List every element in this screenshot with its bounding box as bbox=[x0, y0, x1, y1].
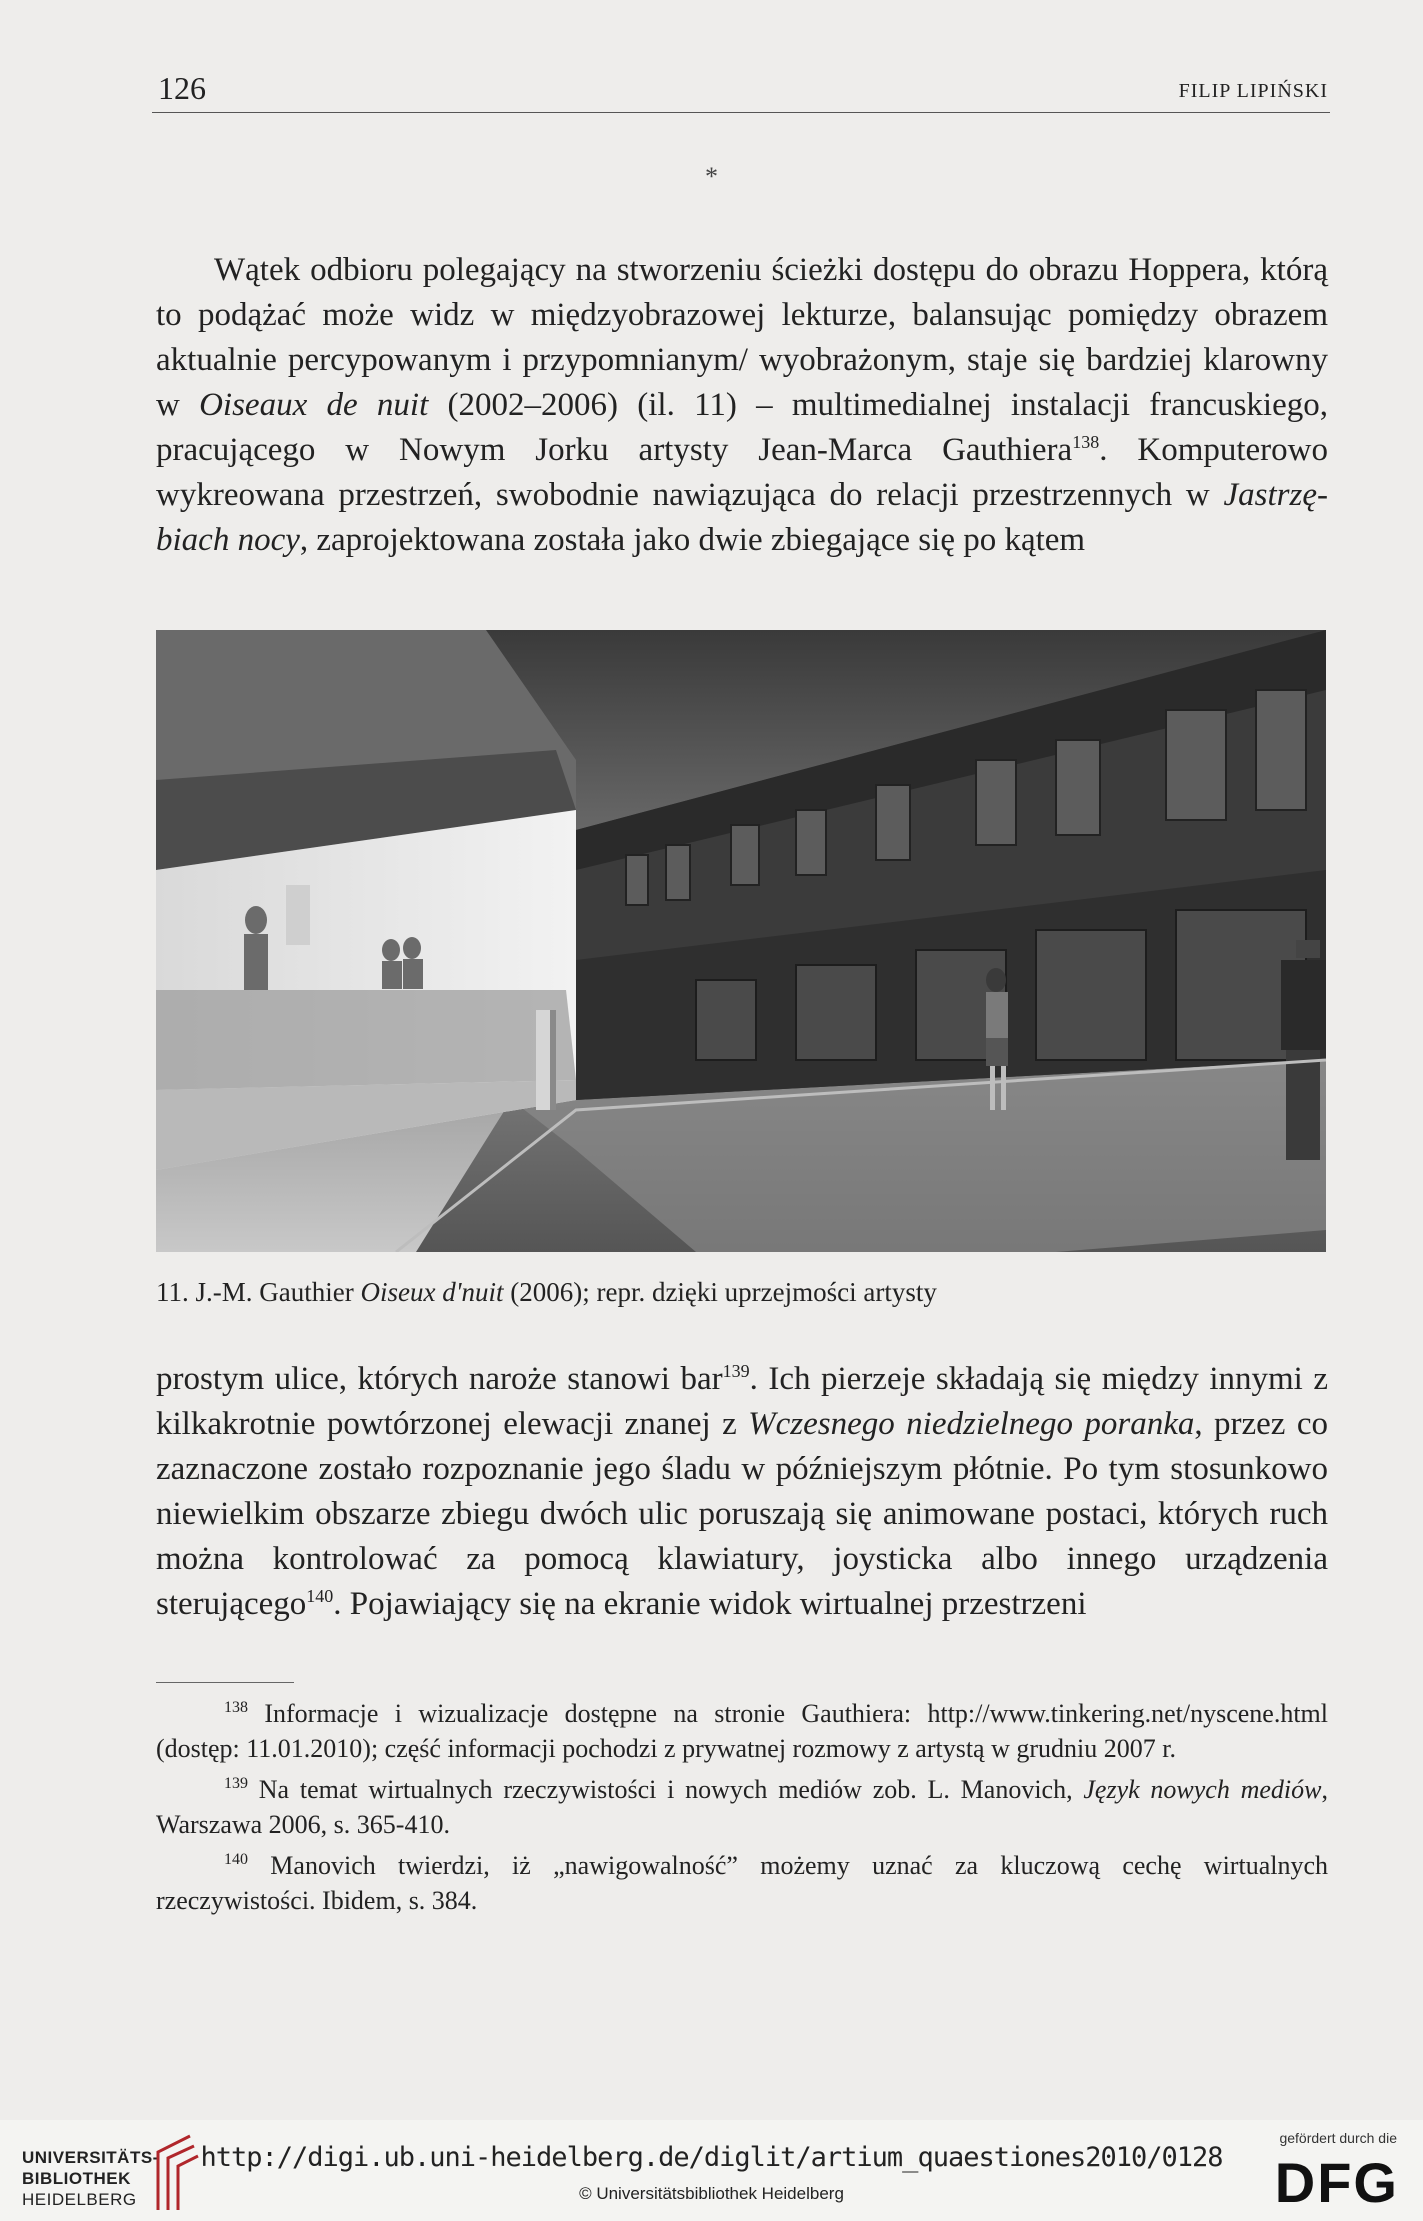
text-run: , zaprojektowana została jako dwie zbiegające się po kątem bbox=[299, 522, 1086, 558]
library-line: HEIDELBERG bbox=[22, 2190, 137, 2209]
footnotes bbox=[156, 1696, 1328, 1924]
figure-caption bbox=[156, 1277, 937, 1308]
text-run: (2002–2006) (il. 11) – multimedialnej instalacji francuskiego, pracującego w Nowym Jorku artysty Jean-Marca Gauthiera bbox=[156, 387, 1328, 468]
text-run: prostym ulice, których naroże stanowi bar bbox=[156, 1361, 723, 1397]
body-paragraph-2 bbox=[156, 1357, 1328, 1627]
footnote-number: 138 bbox=[224, 1699, 248, 1716]
caption-text: (2006); repr. dzięki uprzejmości artysty bbox=[503, 1277, 937, 1307]
footnote-text: , Warszawa 2006, s. 365-410. bbox=[156, 1775, 1328, 1839]
dfg-logo: DFG bbox=[1274, 2151, 1399, 2214]
footnote-text: Na temat wirtualnych rzeczywistości i nowych mediów zob. L. Manovich, bbox=[248, 1775, 1084, 1804]
funding-note: gefördert durch die bbox=[1279, 2130, 1397, 2146]
footnote-number: 139 bbox=[224, 1775, 248, 1792]
running-header bbox=[152, 70, 1330, 113]
artwork-title: Wczesnego niedzielnego poranka bbox=[748, 1406, 1195, 1442]
copyright-notice: © Universitätsbibliothek Heidelberg bbox=[579, 2184, 844, 2203]
text-run: . Komputerowo wykreowana przestrzeń, swobodnie nawiązująca do relacji przestrzennych w bbox=[156, 432, 1329, 513]
section-break-asterisk: * bbox=[705, 162, 718, 191]
footnote-140 bbox=[156, 1848, 1328, 1918]
caption-text: 11. J.-M. Gauthier bbox=[156, 1277, 361, 1307]
pedestrian-man bbox=[1281, 940, 1326, 1160]
figure-11-street-render bbox=[156, 630, 1326, 1252]
page-number: 126 bbox=[158, 70, 206, 106]
footnote-ref-139[interactable]: 139 bbox=[722, 1361, 750, 1381]
artwork-title: Oiseaux de nuit bbox=[199, 387, 429, 423]
running-author: FILIP LIPIŃSKI bbox=[1178, 80, 1328, 102]
text-run: Wątek odbioru polegający na stworzeniu ścieżki dostępu do obrazu Hoppera, którą to podążać może widz w międzyobrazowej lekturze, balansując pomiędzy obrazem aktualnie percypowanym i przypomnianym/ wyobrażonym, staje się bardziej klarowny w bbox=[156, 252, 1328, 423]
footnote-number: 140 bbox=[224, 1851, 248, 1868]
footnote-text: Manovich twierdzi, iż „nawigowalność” możemy uznać za kluczową cechę wirtualnych rzeczywistości. Ibidem, s. 384. bbox=[156, 1851, 1328, 1915]
text-run: . Pojawiający się na ekranie widok wirtualnej przestrzeni bbox=[333, 1586, 1087, 1622]
text-run: . Ich pierzeje składają się między innymi z kilkakrotnie powtórzonej elewacji znanej z bbox=[156, 1361, 1328, 1442]
text-run: , przez co zaznaczone zostało rozpoznanie jego śladu w późniejszym płótnie. Po tym stosunkowo niewielkim obszarze zbiegu dwóch ulic poruszają się animowane postaci, których ruch można kontrolować za pomocą klawiatury, joysticka albo innego urządzenia sterującego bbox=[156, 1406, 1329, 1622]
footnote-138 bbox=[156, 1696, 1328, 1766]
footnote-italic: Język nowych mediów bbox=[1083, 1775, 1322, 1804]
footnote-ref-138[interactable]: 138 bbox=[1072, 432, 1100, 452]
library-line: BIBLIOTHEK bbox=[22, 2169, 131, 2188]
digitization-footer bbox=[0, 2120, 1423, 2221]
footnote-ref-140[interactable]: 140 bbox=[306, 1586, 334, 1606]
footnote-rule bbox=[156, 1682, 294, 1683]
footnote-139 bbox=[156, 1772, 1328, 1842]
source-url-link[interactable]: http://digi.ub.uni-heidelberg.de/diglit/artium_quaestiones2010/0128 bbox=[200, 2142, 1223, 2173]
library-line: UNIVERSITÄTS- bbox=[22, 2148, 159, 2167]
body-paragraph-1 bbox=[156, 248, 1328, 563]
caption-artwork-title: Oiseux d'nuit bbox=[360, 1277, 504, 1307]
artwork-title: Jastrzębiach nocy bbox=[156, 477, 1328, 558]
footnote-text: Informacje i wizualizacje dostępne na stronie Gauthiera: http://www.tinkering.net/nyscene.html (dostęp: 11.01.2010); część informacji pochodzi z prywatnej rozmowy z artystą w grudniu 2007 r. bbox=[156, 1699, 1328, 1763]
